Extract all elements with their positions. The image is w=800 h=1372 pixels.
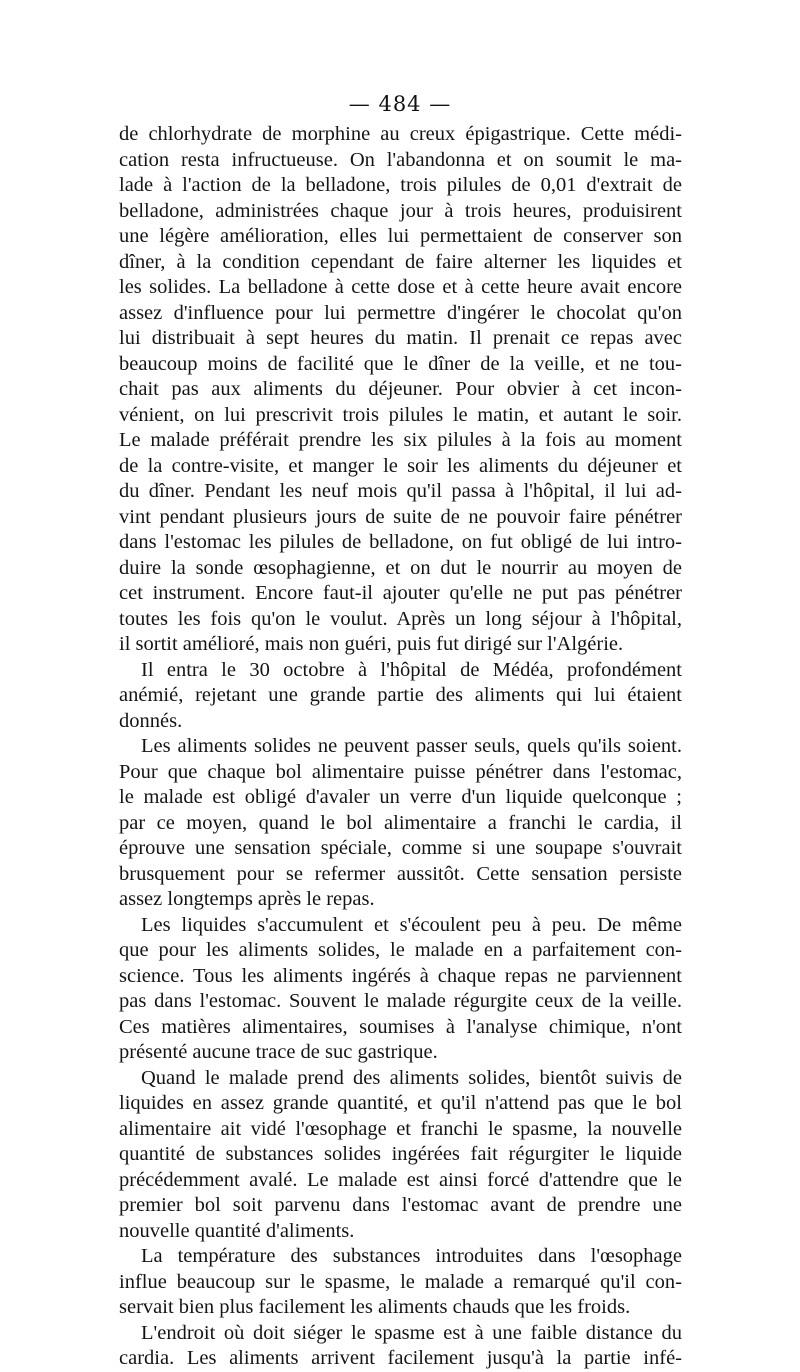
text-line: dîner, à la condition cependant de faire alterner les liquides et	[119, 250, 682, 273]
text-line: La température des substances introduites dans l'œsophage	[141, 1245, 682, 1267]
text-line: alimentaire ait vidé l'œsophage et franchi le spasme, la nouvelle	[119, 1117, 682, 1140]
text-line: anémié, rejetant une grande partie des aliments qui lui étaient	[119, 684, 682, 706]
text-line: chait pas aux aliments du déjeuner. Pour obvier à cet incon-	[119, 378, 682, 400]
text-line: cation resta infructueuse. On l'abandonna et on soumit le ma-	[119, 148, 682, 171]
text-line: cet instrument. Encore faut-il ajouter qu'elle ne put pas pénétrer	[119, 582, 682, 604]
text-line: le malade est obligé d'avaler un verre d'un liquide quelconque ;	[119, 786, 682, 808]
text-line: Il entra le 30 octobre à l'hôpital de Médéa, profondément	[141, 658, 682, 681]
text-line: éprouve une sensation spéciale, comme si une soupape s'ouvrait	[119, 837, 682, 859]
text-line: Ces matières alimentaires, soumises à l'analyse chimique, n'ont	[119, 1015, 682, 1038]
text-line: Le malade préférait prendre les six pilules à la fois au moment	[119, 429, 682, 451]
text-line: Les liquides s'accumulent et s'écoulent peu à peu. De même	[141, 913, 682, 936]
text-line: pas dans l'estomac. Souvent le malade régurgite ceux de la veille.	[119, 990, 682, 1012]
text-line: vénient, on lui prescrivit trois pilules le matin, et autant le soir.	[119, 403, 682, 426]
body-text	[119, 122, 682, 1372]
text-line: du dîner. Pendant les neuf mois qu'il passa à l'hôpital, il lui ad-	[119, 480, 682, 502]
text-line: Quand le malade prend des aliments solides, bientôt suivis de	[141, 1066, 682, 1089]
text-line: dans l'estomac les pilules de belladone, on fut obligé de lui intro-	[119, 531, 682, 553]
text-line: servait bien plus facilement les aliments chauds que les froids.	[119, 1296, 631, 1318]
text-line: toutes les fois qu'on le voulut. Après un long séjour à l'hôpital,	[119, 607, 682, 630]
text-line: science. Tous les aliments ingérés à chaque repas ne parviennent	[119, 964, 682, 987]
text-line: les solides. La belladone à cette dose et à cette heure avait encore	[119, 276, 682, 298]
text-line: assez d'influence pour lui permettre d'ingérer le chocolat qu'on	[119, 301, 682, 324]
page-number: — 484 —	[348, 92, 452, 116]
text-line: belladone, administrées chaque jour à trois heures, produisirent	[119, 199, 682, 222]
text-line: premier bol soit parvenu dans l'estomac avant de prendre une	[119, 1194, 682, 1216]
text-line: beaucoup moins de facilité que le dîner de la veille, et ne tou-	[119, 352, 682, 375]
text-line: nouvelle quantité d'aliments.	[119, 1219, 355, 1242]
text-line: brusquement pour se refermer aussitôt. Cette sensation persiste	[119, 862, 682, 885]
text-line: assez longtemps après le repas.	[119, 888, 375, 910]
text-line: Les aliments solides ne peuvent passer seuls, quels qu'ils soient.	[141, 735, 682, 757]
text-line: duire la sonde œsophagienne, et on dut le nourrir au moyen de	[119, 556, 682, 579]
text-line: quantité de substances solides ingérées fait régurgiter le liquide	[119, 1143, 682, 1165]
text-line: cardia. Les aliments arrivent facilement jusqu'à la partie infé-	[119, 1347, 682, 1369]
text-line: L'endroit où doit siéger le spasme est à une faible distance du	[141, 1321, 682, 1344]
text-line: vint pendant plusieurs jours de suite de ne pouvoir faire pénétrer	[119, 505, 682, 528]
text-line: de chlorhydrate de morphine au creux épigastrique. Cette médi-	[119, 123, 682, 145]
text-line: que pour les aliments solides, le malade en a parfaitement con-	[119, 939, 682, 961]
text-line: de la contre-visite, et manger le soir les aliments du déjeuner et	[119, 454, 682, 477]
text-line: une légère amélioration, elles lui permettaient de conserver son	[119, 225, 682, 247]
text-line: présenté aucune trace de suc gastrique.	[119, 1041, 438, 1063]
text-line: par ce moyen, quand le bol alimentaire a franchi le cardia, il	[119, 811, 682, 834]
text-line: influe beaucoup sur le spasme, le malade a remarqué qu'il con-	[119, 1270, 682, 1293]
text-line: lui distribuait à sept heures du matin. Il prenait ce repas avec	[119, 327, 682, 349]
text-line: Pour que chaque bol alimentaire puisse pénétrer dans l'estomac,	[119, 760, 682, 783]
text-line: il sortit amélioré, mais non guéri, puis fut dirigé sur l'Algérie.	[119, 633, 624, 655]
text-line: donnés.	[119, 709, 183, 732]
text-line: lade à l'action de la belladone, trois pilules de 0,01 d'extrait de	[119, 174, 682, 196]
text-line: liquides en assez grande quantité, et qu'il n'attend pas que le bol	[119, 1092, 682, 1114]
text-line: précédemment avalé. Le malade est ainsi forcé d'attendre que le	[119, 1168, 682, 1191]
